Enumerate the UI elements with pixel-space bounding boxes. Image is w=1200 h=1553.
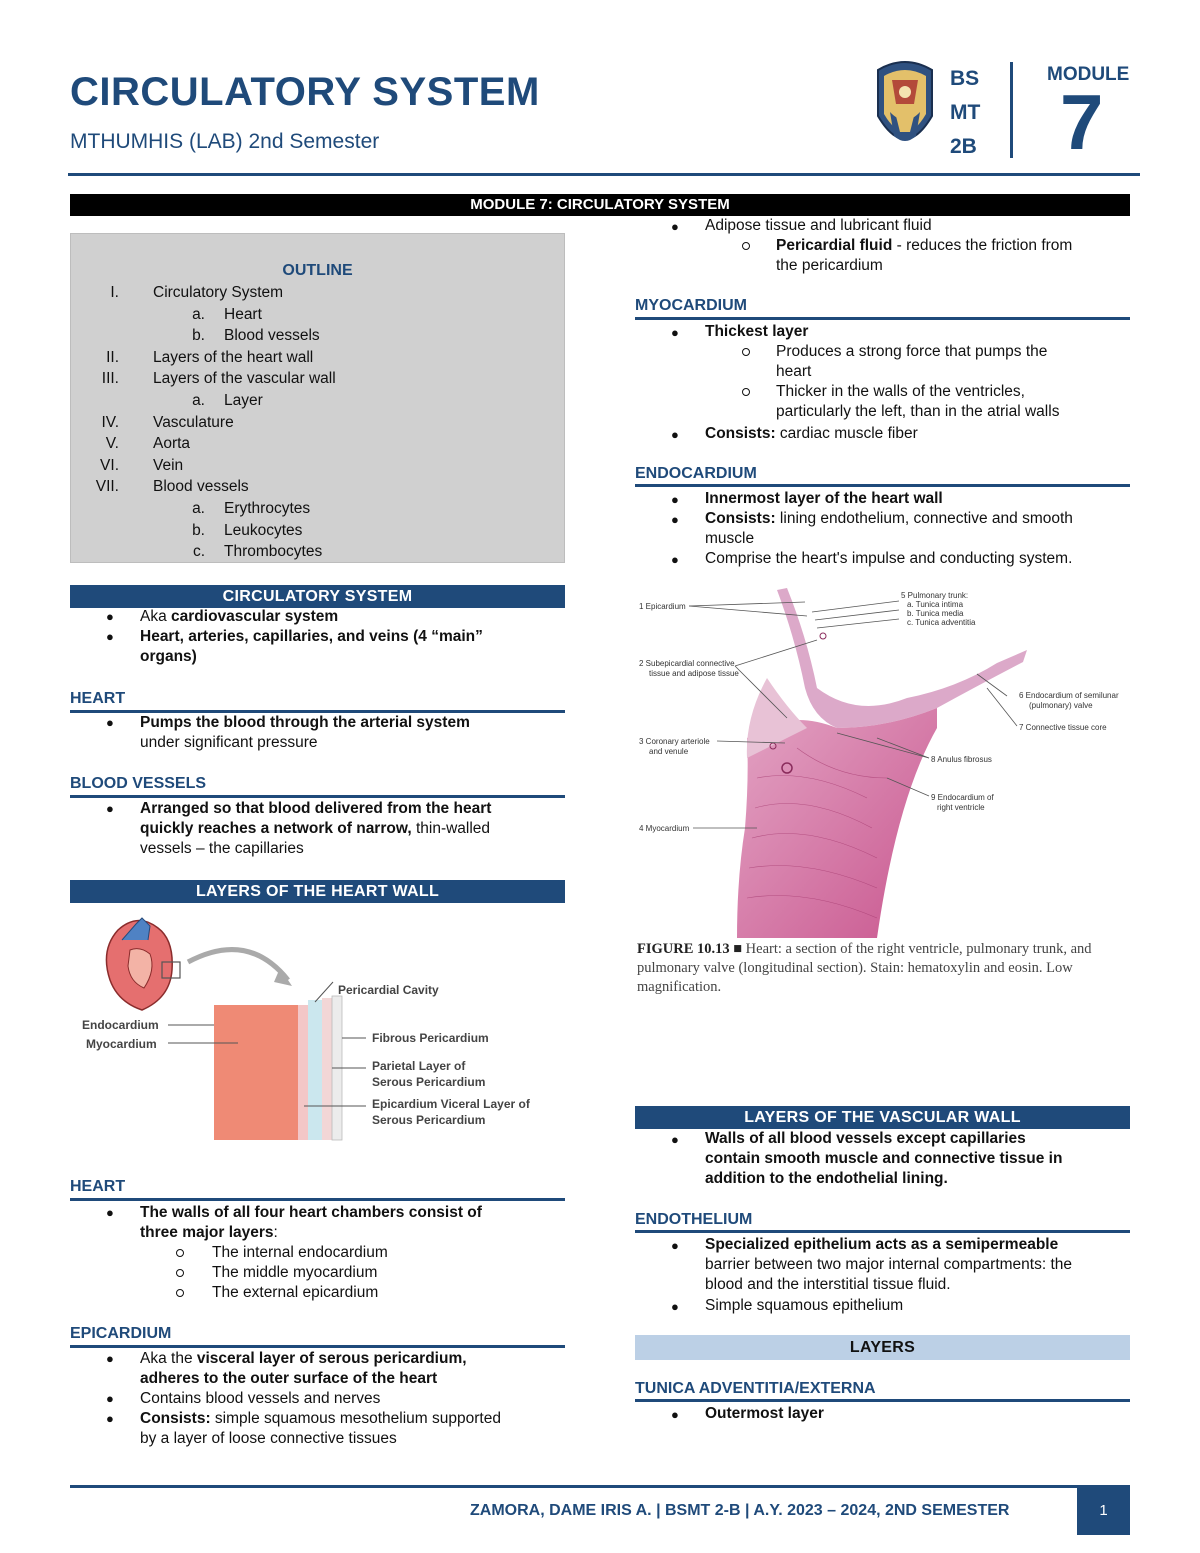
- heading-rule: [635, 484, 1130, 487]
- outline-item: [71, 455, 564, 477]
- heading-blood-vessels: BLOOD VESSELS: [70, 775, 207, 792]
- label-endocardium: Endocardium: [82, 1018, 159, 1032]
- badge-line-3: 2B: [950, 135, 977, 158]
- circ-bullet-1: Aka cardiovascular system: [140, 608, 339, 625]
- outline-item-number: a.: [192, 500, 205, 517]
- outline-item-label: Layers of the heart wall: [153, 348, 314, 366]
- page-title: CIRCULATORY SYSTEM: [70, 70, 540, 114]
- header-rule: [68, 173, 1140, 176]
- sub-bullet: [176, 1289, 184, 1297]
- epi-bullet-2: Contains blood vessels and nerves: [140, 1390, 381, 1407]
- outline-item-number: III.: [101, 370, 119, 388]
- header-divider: [1010, 62, 1013, 158]
- bullet: ●: [671, 1299, 679, 1314]
- outline-item-number: II.: [106, 348, 119, 366]
- outline-item-number: c.: [192, 543, 205, 561]
- bullet: ●: [106, 629, 114, 644]
- label-pericardial-cavity: Pericardial Cavity: [338, 983, 439, 997]
- bullet: ●: [671, 219, 679, 234]
- outline-item-number: b.: [192, 521, 205, 539]
- myo-bullet-1: Thickest layer: [705, 323, 809, 340]
- myo-sub-1: Produces a strong force that pumps the heart: [776, 343, 1048, 380]
- sub-bullet: [742, 388, 750, 396]
- micro-label-6a: 6 Endocardium of semilunar: [1019, 691, 1119, 700]
- micro-label-2b: tissue and adipose tissue: [649, 669, 739, 678]
- sub-bullet: [742, 348, 750, 356]
- outline-title: OUTLINE: [282, 262, 353, 279]
- figure-caption: FIGURE 10.13 ■ Heart: a section of the right ventricle, pulmonary trunk, and pulmonary valve (longitudinal section). Stain: hematoxylin and eosin. Low magnification.: [637, 941, 1092, 995]
- label-epicardium-1: Epicardium Viceral Layer of: [372, 1097, 530, 1111]
- footer-rule: [70, 1485, 1130, 1488]
- heading-rule: [635, 317, 1130, 320]
- module-label: MODULE: [1047, 64, 1130, 85]
- pericardial-fluid-bullet: Pericardial fluid - reduces the friction from the pericardium: [776, 237, 1073, 274]
- heart2-sub-2: The middle myocardium: [212, 1264, 378, 1281]
- outline-item: [71, 476, 564, 498]
- bullet: ●: [671, 512, 679, 527]
- micro-label-5c: c. Tunica adventitia: [907, 618, 976, 627]
- endo-bullet-3: Comprise the heart's impulse and conducting system.: [705, 550, 1073, 567]
- sub-bullet: [176, 1269, 184, 1277]
- heading-rule: [70, 1198, 565, 1201]
- adipose-bullet: Adipose tissue and lubricant fluid: [705, 217, 932, 234]
- outline-item: [71, 304, 564, 326]
- micro-label-5b: b. Tunica media: [907, 609, 964, 618]
- heading-tunica-adventitia: TUNICA ADVENTITIA/EXTERNA: [635, 1380, 876, 1397]
- epi-bullet-3: Consists: simple squamous mesothelium supported by a layer of loose connective tissues: [140, 1410, 501, 1447]
- outline-item-label: Erythrocytes: [224, 500, 311, 517]
- outline-item: [71, 541, 564, 563]
- heart2-sub-1: The internal endocardium: [212, 1244, 388, 1261]
- bullet: ●: [671, 1132, 679, 1147]
- sub-bullet: [742, 242, 750, 250]
- myo-sub-2: Thicker in the walls of the ventricles, particularly the left, than in the atrial walls: [776, 383, 1060, 420]
- heart-wall-diagram: [78, 910, 558, 1150]
- module-number: 7: [1060, 78, 1104, 166]
- outline-item-number: VII.: [95, 478, 119, 496]
- outline-item-number: I.: [110, 284, 119, 301]
- label-myocardium: Myocardium: [86, 1037, 157, 1051]
- label-fibrous-pericardium: Fibrous Pericardium: [372, 1031, 489, 1045]
- outline-item-label: Layer: [224, 392, 263, 409]
- crest-logo: [870, 58, 940, 158]
- outline-item-label: Blood vessels: [153, 478, 249, 496]
- outline-item: [71, 368, 564, 390]
- bullet: ●: [106, 609, 114, 624]
- outline-box: [70, 233, 565, 563]
- bullet: ●: [671, 1407, 679, 1422]
- outline-item-number: a.: [192, 305, 205, 323]
- outline-item-number: V.: [105, 435, 119, 453]
- heart2-sub-3: The external epicardium: [212, 1284, 379, 1301]
- page-subtitle: MTHUMHIS (LAB) 2nd Semester: [70, 130, 380, 153]
- micro-label-5: 5 Pulmonary trunk:: [901, 591, 969, 600]
- micro-label-2a: 2 Subepicardial connective: [639, 659, 735, 668]
- micro-label-3a: 3 Coronary arteriole: [639, 737, 710, 746]
- endo-bullet-2: Consists: lining endothelium, connective and smooth muscle: [705, 510, 1073, 547]
- heading-myocardium: MYOCARDIUM: [635, 297, 747, 314]
- outline-item-number: VI.: [100, 456, 119, 474]
- endoth-bullet-2: Simple squamous epithelium: [705, 1297, 904, 1314]
- outline-item-label: Circulatory System: [153, 284, 284, 301]
- outline-item-label: Leukocytes: [224, 521, 303, 539]
- heading-endothelium: ENDOTHELIUM: [635, 1211, 753, 1228]
- endo-bullet-1: Innermost layer of the heart wall: [705, 490, 943, 507]
- heading-epicardium: EPICARDIUM: [70, 1325, 172, 1342]
- section-bar-circulatory-system: CIRCULATORY SYSTEM: [70, 585, 565, 608]
- micro-label-1: 1 Epicardium: [639, 602, 686, 611]
- outline-item: [71, 412, 564, 434]
- bullet: ●: [671, 325, 679, 340]
- section-bar-layers-heart-wall: LAYERS OF THE HEART WALL: [70, 880, 565, 903]
- outline-item-number: a.: [192, 392, 205, 409]
- badge-line-2: MT: [950, 101, 981, 124]
- outline-item-label: Layers of the vascular wall: [153, 370, 336, 388]
- bullet: ●: [671, 1238, 679, 1253]
- bv-bullet-1: Arranged so that blood delivered from the heart quickly reaches a network of narrow, thin-walled vessels – the capillaries: [140, 800, 492, 857]
- heading-rule: [70, 795, 565, 798]
- label-epicardium-2: Serous Pericardium: [372, 1113, 486, 1127]
- micro-label-4: 4 Myocardium: [639, 824, 690, 833]
- sub-bullet: [176, 1249, 184, 1257]
- epi-bullet-1: Aka the visceral layer of serous pericardium, adheres to the outer surface of the heart: [140, 1350, 467, 1387]
- label-parietal-1: Parietal Layer of: [372, 1059, 466, 1073]
- page-number: 1: [1077, 1487, 1130, 1535]
- myo-bullet-2: Consists: cardiac muscle fiber: [705, 425, 918, 442]
- micro-label-9a: 9 Endocardium of: [931, 793, 994, 802]
- outline-item-label: Vein: [153, 456, 184, 474]
- endoth-bullet-1: Specialized epithelium acts as a semipermeable barrier between two major internal compartments: the blood and the interstitial tissue fluid.: [705, 1236, 1072, 1293]
- bullet: ●: [106, 1411, 114, 1426]
- bullet: ●: [106, 801, 114, 816]
- heart-micrograph: [637, 578, 1127, 938]
- label-parietal-2: Serous Pericardium: [372, 1075, 486, 1089]
- outline-item-label: Thrombocytes: [224, 543, 323, 561]
- tunica-bullet-1: Outermost layer: [705, 1405, 824, 1422]
- micro-label-9b: right ventricle: [937, 803, 985, 812]
- micro-label-8: 8 Anulus fibrosus: [931, 755, 992, 764]
- outline-item: [71, 498, 564, 520]
- heart-illustration: [106, 918, 180, 1010]
- outline-item: [71, 433, 564, 455]
- outline-item: [71, 282, 564, 304]
- heart-bullet-1: Pumps the blood through the arterial system under significant pressure: [140, 714, 470, 751]
- outline-item-number: IV.: [101, 413, 119, 431]
- pericardial-cavity-layer: [308, 1000, 322, 1140]
- bullet: ●: [106, 1205, 114, 1220]
- outline-item: [71, 325, 564, 347]
- section-bar-layers: LAYERS: [635, 1335, 1130, 1360]
- section-bar-layers-vascular-wall: LAYERS OF THE VASCULAR WALL: [635, 1106, 1130, 1129]
- outline-item: [71, 347, 564, 369]
- heading-rule: [635, 1399, 1130, 1402]
- module-title-bar: MODULE 7: CIRCULATORY SYSTEM: [70, 194, 1130, 216]
- vasc-bullet-1: Walls of all blood vessels except capillaries contain smooth muscle and connective tissue in addition to the endothelial lining.: [705, 1130, 1063, 1187]
- heading-rule: [635, 1230, 1130, 1233]
- circ-bullet-2: Heart, arteries, capillaries, and veins (4 “main” organs): [140, 628, 483, 665]
- outline-item-label: Heart: [224, 305, 262, 323]
- heading-endocardium: ENDOCARDIUM: [635, 465, 757, 482]
- outline-item-number: b.: [192, 327, 205, 345]
- outline-item-label: Vasculature: [153, 413, 234, 431]
- outline-item-label: Blood vessels: [224, 327, 320, 345]
- bullet: ●: [106, 715, 114, 730]
- badge-line-1: BS: [950, 67, 980, 90]
- heading-heart-2: HEART: [70, 1178, 126, 1195]
- bullet: ●: [671, 427, 679, 442]
- micro-label-6b: (pulmonary) valve: [1029, 701, 1093, 710]
- outline-item: [71, 390, 564, 412]
- bullet: ●: [106, 1391, 114, 1406]
- bullet: ●: [671, 552, 679, 567]
- micro-label-3b: and venule: [649, 747, 689, 756]
- myocardium-layer: [214, 1005, 298, 1140]
- micro-label-5a: a. Tunica intima: [907, 600, 964, 609]
- outline-item: [71, 520, 564, 542]
- heading-heart: HEART: [70, 690, 126, 707]
- footer-author: ZAMORA, DAME IRIS A. | BSMT 2-B | A.Y. 2023 – 2024, 2ND SEMESTER: [470, 1502, 1010, 1519]
- heading-rule: [70, 1345, 565, 1348]
- program-badge: [950, 62, 980, 164]
- micro-label-7: 7 Connective tissue core: [1019, 723, 1107, 732]
- outline-item-label: Aorta: [153, 435, 191, 453]
- bullet: ●: [106, 1351, 114, 1366]
- heart2-bullet-1: The walls of all four heart chambers consist of three major layers:: [140, 1204, 482, 1241]
- bullet: ●: [671, 492, 679, 507]
